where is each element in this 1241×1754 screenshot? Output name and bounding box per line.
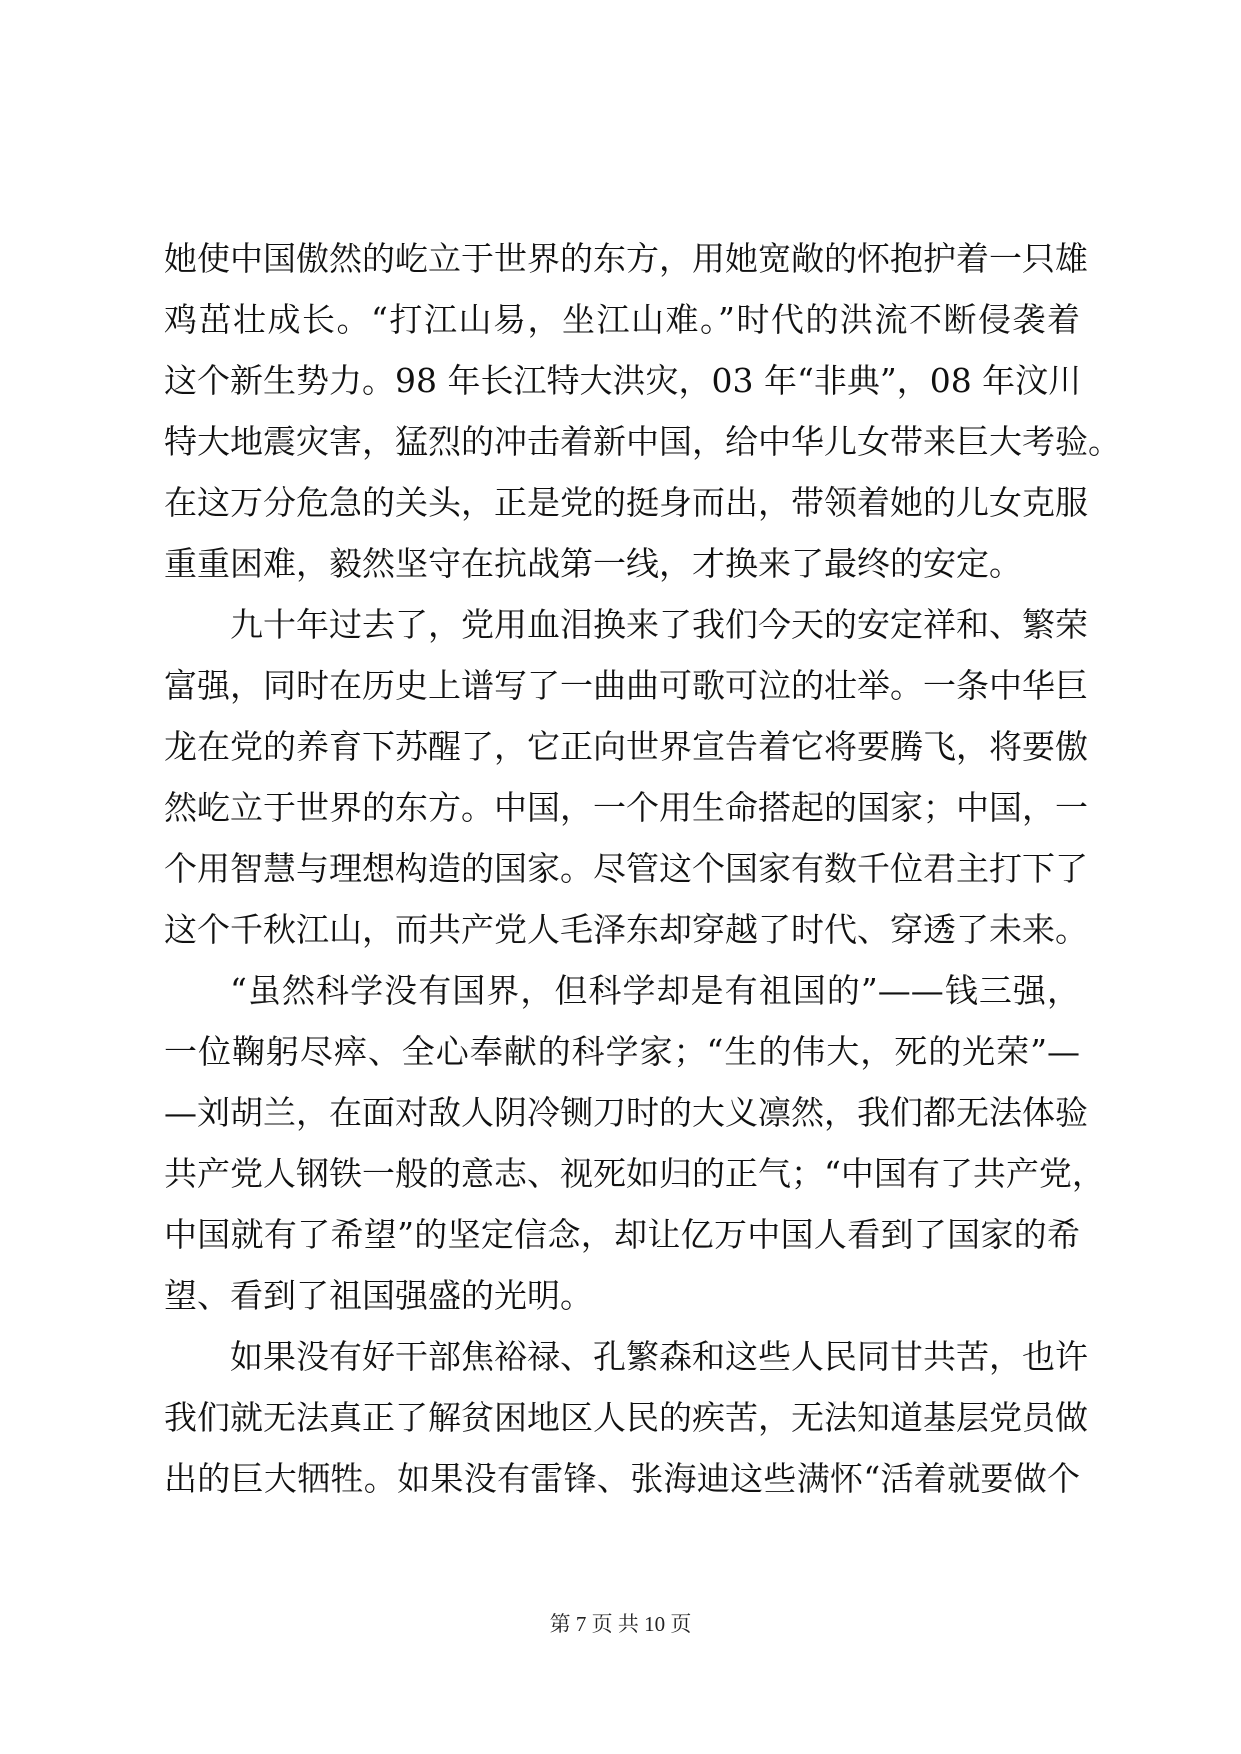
text-line: 然屹立于世界的东方。中国，一个用生命搭起的国家；中国，一	[164, 788, 1088, 827]
text-line: 重重困难，毅然坚守在抗战第一线，才换来了最终的安定。	[164, 544, 1022, 583]
text-line: 这个千秋江山，而共产党人毛泽东却穿越了时代、穿透了未来。	[164, 910, 1088, 949]
text-line: 望、看到了祖国强盛的光明。	[164, 1276, 593, 1315]
text-line: 龙在党的养育下苏醒了，它正向世界宣告着它将要腾飞，将要傲	[164, 727, 1088, 766]
text-line: 她使中国傲然的屹立于世界的东方，用她宽敞的怀抱护着一只雄	[164, 239, 1088, 278]
text-line: 一位鞠躬尽瘁、全心奉献的科学家；“生的伟大，死的光荣”—	[164, 1032, 1080, 1071]
text-line: 特大地震灾害，猛烈的冲击着新中国，给中华儿女带来巨大考验。	[164, 422, 1121, 461]
text-line: 在这万分危急的关头，正是党的挺身而出，带领着她的儿女克服	[164, 483, 1088, 522]
body-text	[164, 228, 1121, 1509]
text-line: 鸡茁壮成长。“打江山易，坐江山难。”时代的洪流不断侵袭着	[164, 300, 1080, 339]
text-line: 中国就有了希望”的坚定信念，却让亿万中国人看到了国家的希	[164, 1215, 1080, 1254]
text-line: 共产党人钢铁一般的意志、视死如归的正气；“中国有了共产党，	[164, 1154, 1105, 1193]
paragraph-first-line: 如果没有好干部焦裕禄、孔繁森和这些人民同甘共苦，也许	[230, 1337, 1088, 1376]
page-footer: 第 7 页 共 10 页	[549, 1612, 692, 1636]
paragraph-first-line: 九十年过去了，党用血泪换来了我们今天的安定祥和、繁荣	[230, 605, 1088, 644]
text-line: 个用智慧与理想构造的国家。尽管这个国家有数千位君主打下了	[164, 849, 1088, 888]
text-line: 出的巨大牺牲。如果没有雷锋、张海迪这些满怀“活着就要做个	[164, 1459, 1080, 1498]
text-line: 我们就无法真正了解贫困地区人民的疾苦，无法知道基层党员做	[164, 1398, 1088, 1437]
text-line: —刘胡兰，在面对敌人阴冷铡刀时的大义凛然，我们都无法体验	[164, 1093, 1088, 1132]
text-line: 富强，同时在历史上谱写了一曲曲可歌可泣的壮举。一条中华巨	[164, 666, 1088, 705]
paragraph-first-line: “虽然科学没有国界，但科学却是有祖国的”——钱三强，	[230, 971, 1080, 1010]
text-line: 这个新生势力。98 年长江特大洪灾，03 年“非典”，08 年汶川	[164, 361, 1082, 400]
